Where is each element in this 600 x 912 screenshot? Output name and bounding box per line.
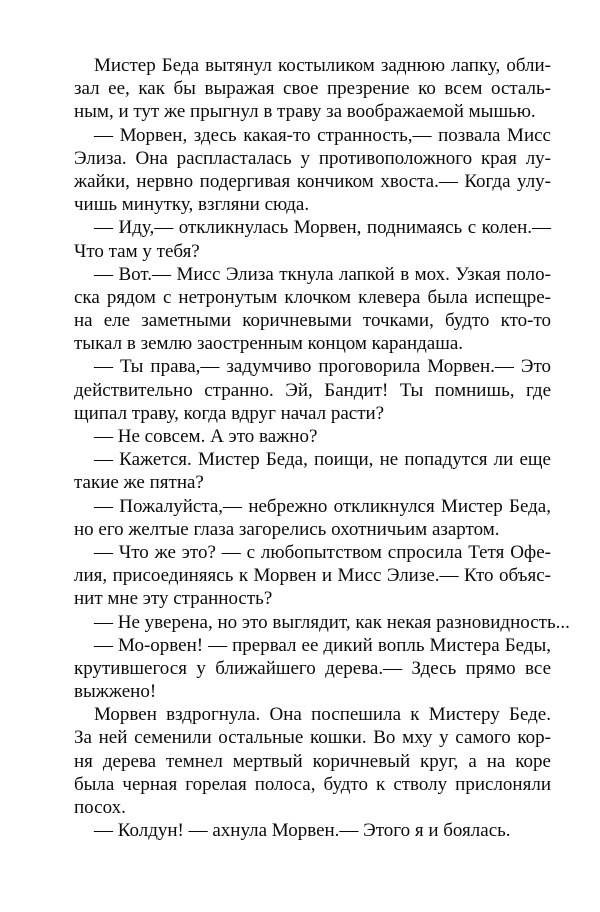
text-line: посох. (74, 797, 126, 818)
text-column (74, 54, 570, 842)
text-line: тыкал в землю заостренным концом карандаша. (74, 333, 464, 355)
text-line: — Колдун! — ахнула Морвен.— Этого я и боялась. (94, 820, 511, 842)
text-line: — Что же это? — с любопытством спросила Тетя Офе- (94, 541, 551, 563)
text-line: крутившегося у ближайшего дерева.— Здесь прямо все (74, 657, 551, 679)
text-line: — Пожалуйста,— небрежно откликнулся Мистер Беда, (94, 495, 551, 517)
text-line: лия, присоединяясь к Морвен и Мисс Элизе.— Кто объяс- (74, 565, 551, 587)
text-line: Морвен вздрогнула. Она поспешила к Мистеру Беде. (94, 704, 551, 726)
text-line: — Не совсем. А это важно? (94, 426, 318, 447)
text-line: — Не уверена, но это выглядит, как некая разновидность... (94, 611, 570, 633)
text-line: зал ее, как бы выражая свое презрение ко всем осталь- (74, 78, 551, 100)
text-line: нит мне эту странность? (74, 588, 273, 610)
text-line: была черная горелая полоса, будто к стволу прислоняли (74, 773, 551, 795)
text-line: жайки, нервно подергивая кончиком хвоста.— Когда улу- (74, 170, 551, 192)
text-line: такие же пятна? (74, 472, 204, 494)
text-line: выжжено! (74, 681, 157, 703)
text-line: действительно странно. Эй, Бандит! Ты помнишь, где (74, 379, 551, 401)
text-line: ня дерева темнел мертвый коричневый круг, а на коре (74, 750, 551, 772)
text-line: чишь минутку, взгляни сюда. (74, 194, 310, 216)
text-line: но его желтые глаза загорелись охотничьим азартом. (74, 518, 500, 540)
text-line: — Морвен, здесь какая-то странность,— позвала Мисс (94, 124, 551, 146)
text-line: на еле заметными коричневыми точками, будто кто-то (74, 310, 551, 332)
text-line: — Мо-орвен! — прервал ее дикий вопль Мистера Беды, (94, 634, 551, 656)
text-line: ным, и тут же прыгнул в траву за воображаемой мышью. (74, 101, 536, 123)
text-line: Что там у тебя? (74, 240, 200, 262)
text-line: Элиза. Она распласталась у противоположного края лу- (74, 147, 551, 169)
text-line: — Кажется. Мистер Беда, поищи, не попадутся ли еще (94, 449, 551, 471)
text-line: За ней семенили остальные кошки. Во мху у самого кор- (74, 727, 551, 749)
text-line: Мистер Беда вытянул костыликом заднюю лапку, обли- (94, 55, 551, 76)
text-line: — Вот.— Мисс Элиза ткнула лапкой в мох. Узкая поло- (94, 263, 551, 285)
text-line: щипал траву, когда вдруг начал расти? (74, 402, 385, 424)
text-line: — Ты права,— задумчиво проговорила Морвен.— Это (94, 356, 551, 378)
text-line: ска рядом с нетронутым клочком клевера была испещре- (74, 286, 551, 308)
text-line: — Иду,— откликнулась Морвен, поднимаясь с колен.— (94, 217, 551, 239)
